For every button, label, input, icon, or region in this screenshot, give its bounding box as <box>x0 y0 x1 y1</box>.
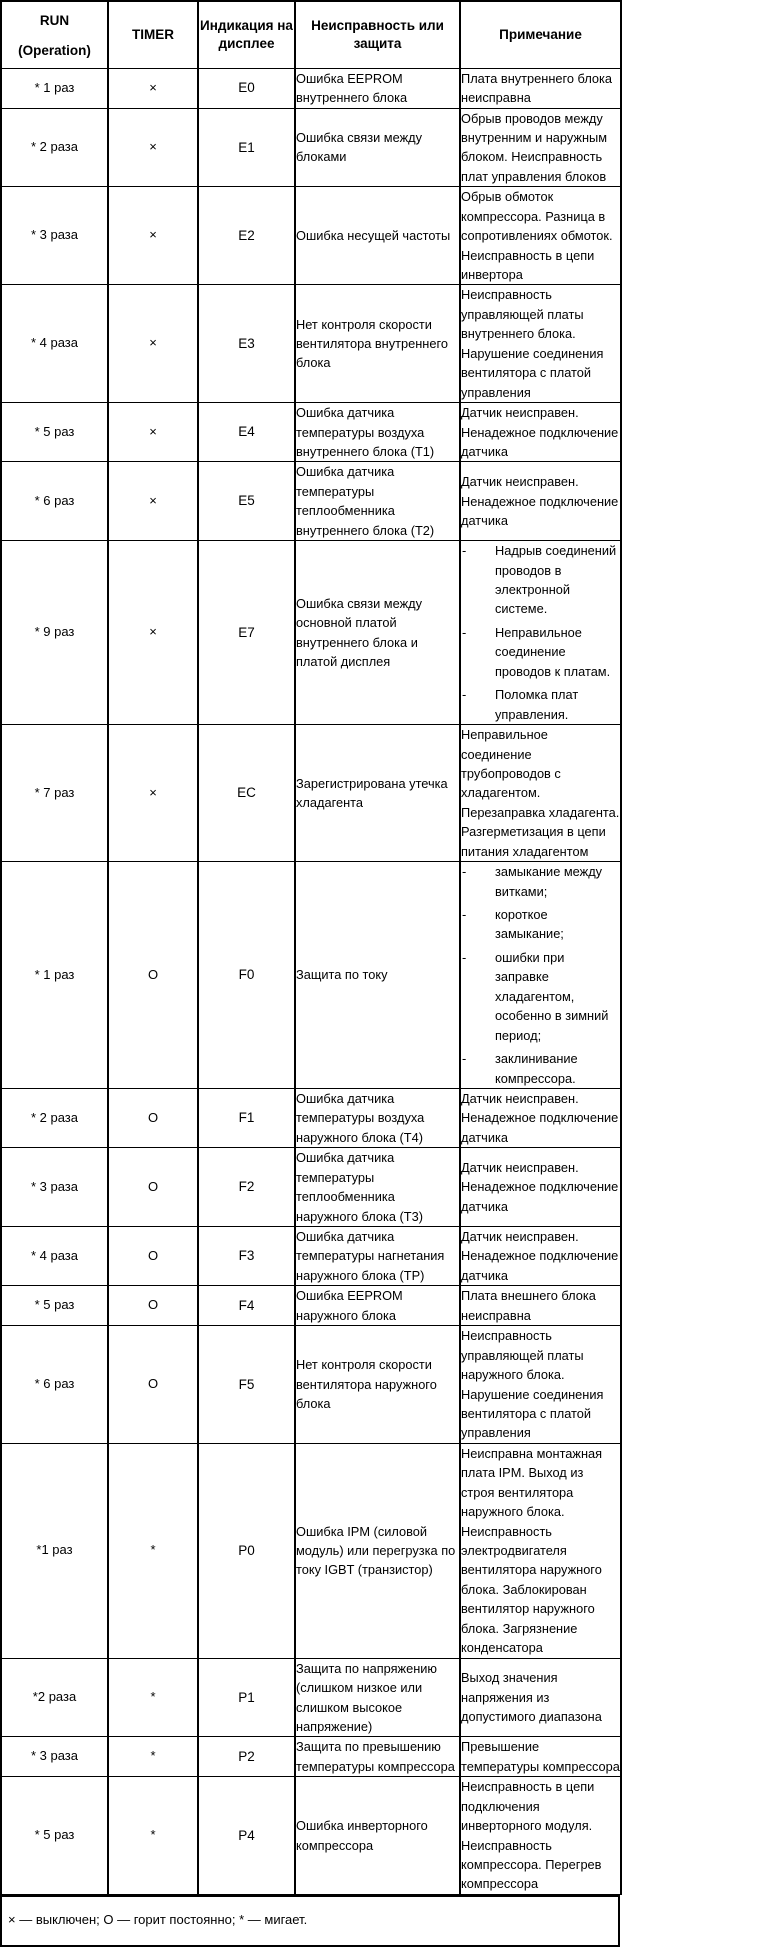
table-row <box>1 1227 621 1286</box>
table-row <box>1 541 621 725</box>
cell-display-code: F0 <box>198 862 295 1089</box>
table-row <box>1 108 621 187</box>
cell-timer: O <box>108 1227 198 1286</box>
cell-note: Превышение температуры компрессора <box>460 1737 621 1777</box>
cell-note: Датчик неисправен. Ненадежное подключение датчика <box>460 403 621 462</box>
cell-note: Неисправность в цепи подключения инверторного модуля. Неисправность компрессора. Перегрев компрессора <box>460 1777 621 1895</box>
cell-run: * 4 раза <box>1 1227 108 1286</box>
cell-note: Неисправность управляющей платы наружного блока. Нарушение соединения вентилятора с платой управления <box>460 1326 621 1444</box>
cell-fault: Ошибка связи между блоками <box>295 108 460 187</box>
note-list-item-text: Поломка плат управления. <box>495 687 579 722</box>
cell-display-code: F5 <box>198 1326 295 1444</box>
cell-run: * 3 раза <box>1 1737 108 1777</box>
note-list-item-text: замыкание между витками; <box>495 864 603 899</box>
table-row <box>1 187 621 285</box>
cell-display-code: F1 <box>198 1088 295 1147</box>
cell-display-code: E7 <box>198 541 295 725</box>
legend-text: × — выключен; О — горит постоянно; * — мигает. <box>8 1911 308 1927</box>
cell-run: * 6 раз <box>1 1326 108 1444</box>
cell-fault: Защита по току <box>295 862 460 1089</box>
cell-run: * 1 раз <box>1 862 108 1089</box>
cell-run: *1 раз <box>1 1443 108 1658</box>
cell-display-code: P1 <box>198 1658 295 1737</box>
cell-note: Датчик неисправен. Ненадежное подключение датчика <box>460 1088 621 1147</box>
cell-note: Плата внутреннего блока неисправна <box>460 68 621 108</box>
note-list-item <box>461 948 620 1045</box>
cell-note: Неисправность управляющей платы внутреннего блока. Нарушение соединения вентилятора с платой управления <box>460 285 621 403</box>
cell-display-code: F4 <box>198 1286 295 1326</box>
cell-run: *2 раза <box>1 1658 108 1737</box>
cell-display-code: E1 <box>198 108 295 187</box>
cell-fault: Ошибка EEPROM внутреннего блока <box>295 68 460 108</box>
header-row <box>1 1 621 68</box>
table-row <box>1 1443 621 1658</box>
column-header-timer: TIMER <box>108 1 198 68</box>
cell-timer: O <box>108 1326 198 1444</box>
column-header-note: Примечание <box>460 1 621 68</box>
cell-note: Датчик неисправен. Ненадежное подключение датчика <box>460 1227 621 1286</box>
table-row <box>1 725 621 862</box>
legend-note <box>0 1895 620 1947</box>
cell-run: * 2 раза <box>1 108 108 187</box>
cell-timer: O <box>108 1286 198 1326</box>
cell-timer: × <box>108 541 198 725</box>
column-header-run <box>1 1 108 68</box>
cell-display-code: E0 <box>198 68 295 108</box>
table-header <box>1 1 621 68</box>
cell-timer: O <box>108 1088 198 1147</box>
cell-fault: Ошибка датчика температуры теплообменника наружного блока (Т3) <box>295 1148 460 1227</box>
note-list-item-text: Надрыв соединений проводов в электронной системе. <box>495 543 617 617</box>
cell-fault: Ошибка IPM (силовой модуль) или перегрузка по току IGBT (транзистор) <box>295 1443 460 1658</box>
note-list-item <box>461 685 620 724</box>
cell-timer: × <box>108 108 198 187</box>
cell-fault: Ошибка несущей частоты <box>295 187 460 285</box>
cell-timer: × <box>108 462 198 541</box>
cell-run: * 3 раза <box>1 1148 108 1227</box>
cell-display-code: EC <box>198 725 295 862</box>
cell-display-code: E3 <box>198 285 295 403</box>
cell-fault: Нет контроля скорости вентилятора наружного блока <box>295 1326 460 1444</box>
note-list-item <box>461 623 620 681</box>
note-list-item-text: ошибки при заправке хладагентом, особенно в зимний период; <box>495 949 609 1043</box>
note-list-item <box>461 905 620 944</box>
cell-note <box>460 541 621 725</box>
dash-bullet-icon: - <box>462 687 467 703</box>
column-header-run-label: RUN <box>39 13 70 28</box>
cell-run: * 9 раз <box>1 541 108 725</box>
note-list-item-text: Неправильное соединение проводов к платам. <box>495 624 611 679</box>
cell-note: Датчик неисправен. Ненадежное подключение датчика <box>460 1148 621 1227</box>
cell-run: * 7 раз <box>1 725 108 862</box>
table-row <box>1 1737 621 1777</box>
cell-fault: Ошибка датчика температуры теплообменника внутреннего блока (Т2) <box>295 462 460 541</box>
cell-display-code: E4 <box>198 403 295 462</box>
note-list-item <box>461 541 620 619</box>
cell-fault: Ошибка связи между основной платой внутреннего блока и платой дисплея <box>295 541 460 725</box>
cell-fault: Защита по превышению температуры компрессора <box>295 1737 460 1777</box>
table-row <box>1 462 621 541</box>
note-list-item-text: короткое замыкание; <box>495 907 564 942</box>
cell-display-code: P0 <box>198 1443 295 1658</box>
column-header-run-sublabel: (Operation) <box>18 42 91 58</box>
note-list-item-text: заклинивание компрессора. <box>495 1051 578 1086</box>
cell-timer: × <box>108 68 198 108</box>
table-row <box>1 1286 621 1326</box>
cell-display-code: P4 <box>198 1777 295 1895</box>
cell-fault: Ошибка датчика температуры воздуха наружного блока (Т4) <box>295 1088 460 1147</box>
cell-note <box>460 862 621 1089</box>
cell-timer: × <box>108 187 198 285</box>
cell-note: Обрыв проводов между внутренним и наружным блоком. Неисправность плат управления блоков <box>460 108 621 187</box>
note-list <box>461 862 620 1088</box>
cell-note: Неправильное соединение трубопроводов с хладагентом. Перезаправка хладагента. Разгерметизация в цепи питания хладагентом <box>460 725 621 862</box>
cell-fault: Нет контроля скорости вентилятора внутреннего блока <box>295 285 460 403</box>
cell-note: Датчик неисправен. Ненадежное подключение датчика <box>460 462 621 541</box>
cell-fault: Ошибка датчика температуры нагнетания наружного блока (ТР) <box>295 1227 460 1286</box>
dash-bullet-icon: - <box>462 907 467 922</box>
cell-run: * 2 раза <box>1 1088 108 1147</box>
dash-bullet-icon: - <box>462 543 467 559</box>
cell-run: * 5 раз <box>1 403 108 462</box>
note-list-item <box>461 862 620 901</box>
cell-timer: * <box>108 1777 198 1895</box>
cell-run: * 4 раза <box>1 285 108 403</box>
cell-timer: * <box>108 1658 198 1737</box>
cell-note: Плата внешнего блока неисправна <box>460 1286 621 1326</box>
cell-run: * 3 раза <box>1 187 108 285</box>
cell-timer: * <box>108 1443 198 1658</box>
table-row <box>1 68 621 108</box>
cell-display-code: P2 <box>198 1737 295 1777</box>
table-row <box>1 1326 621 1444</box>
cell-run: * 6 раз <box>1 462 108 541</box>
cell-fault: Зарегистрирована утечка хладагента <box>295 725 460 862</box>
column-header-display: Индикация на дисплее <box>198 1 295 68</box>
cell-display-code: F3 <box>198 1227 295 1286</box>
cell-timer: × <box>108 725 198 862</box>
cell-fault: Защита по напряжению (слишком низкое или слишком высокое напряжение) <box>295 1658 460 1737</box>
dash-bullet-icon: - <box>462 624 467 640</box>
cell-timer: × <box>108 403 198 462</box>
cell-fault: Ошибка датчика температуры воздуха внутреннего блока (Т1) <box>295 403 460 462</box>
cell-note: Выход значения напряжения из допустимого диапазона <box>460 1658 621 1737</box>
cell-fault: Ошибка EEPROM наружного блока <box>295 1286 460 1326</box>
cell-display-code: F2 <box>198 1148 295 1227</box>
cell-timer: × <box>108 285 198 403</box>
cell-run: * 1 раз <box>1 68 108 108</box>
cell-fault: Ошибка инверторного компрессора <box>295 1777 460 1895</box>
cell-run: * 5 раз <box>1 1286 108 1326</box>
table-row <box>1 1658 621 1737</box>
cell-note: Неисправна монтажная плата IPM. Выход из строя вентилятора наружного блока. Неисправность электродвигателя вентилятора наружного блока. Заблокирован вентилятор наружного блока. Загрязнение конденсатора <box>460 1443 621 1658</box>
table-row <box>1 403 621 462</box>
column-header-fault: Неисправность или защита <box>295 1 460 68</box>
dash-bullet-icon: - <box>462 1051 467 1067</box>
note-list <box>461 541 620 724</box>
cell-note: Обрыв обмоток компрессора. Разница в сопротивлениях обмоток. Неисправность в цепи инвертора <box>460 187 621 285</box>
dash-bullet-icon: - <box>462 864 467 880</box>
table-row <box>1 1777 621 1895</box>
table-row <box>1 1088 621 1147</box>
cell-timer: O <box>108 862 198 1089</box>
cell-timer: * <box>108 1737 198 1777</box>
cell-display-code: E2 <box>198 187 295 285</box>
table-body <box>1 68 621 1894</box>
table-row <box>1 285 621 403</box>
dash-bullet-icon: - <box>462 949 467 965</box>
table-row <box>1 1148 621 1227</box>
table-row <box>1 862 621 1089</box>
note-list-item <box>461 1049 620 1088</box>
cell-timer: O <box>108 1148 198 1227</box>
cell-run: * 5 раз <box>1 1777 108 1895</box>
cell-display-code: E5 <box>198 462 295 541</box>
